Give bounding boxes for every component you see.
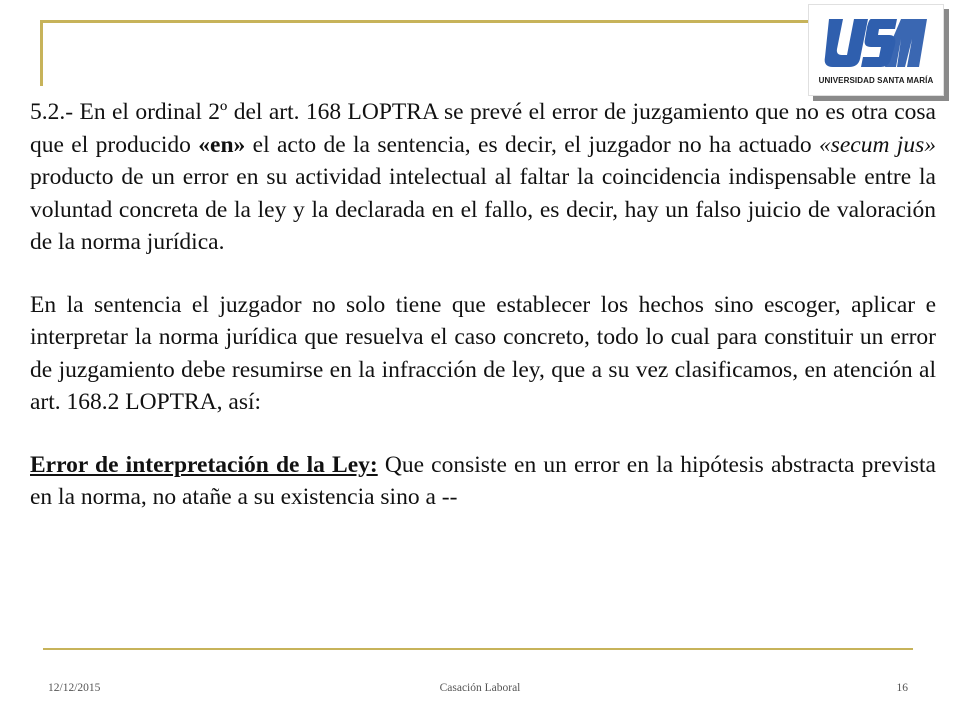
- footer-page-number: 16: [896, 682, 908, 694]
- bottom-rule: [43, 648, 913, 650]
- slide-body: [30, 96, 936, 514]
- footer-date: 12/12/2015: [48, 682, 101, 694]
- paragraph-sentencia: [30, 289, 936, 419]
- paragraph-text: En la sentencia el juzgador no solo tiene que establecer los hechos sino escoger, aplicar e interpretar la norma jurídica que resuelva el caso concreto, todo lo cual para constituir un error de juzgamiento debe resumirse en la infracción de ley, que a su vez clasificamos, en atención al art. 168.2 LOPTRA, así:: [30, 291, 936, 415]
- italic-term: «secum jus»: [818, 131, 936, 158]
- paragraph-error-interpretacion: [30, 449, 936, 514]
- bold-term: «en»: [198, 131, 246, 158]
- logo-caption: UNIVERSIDAD SANTA MARÍA: [818, 76, 934, 85]
- top-rule: [40, 20, 815, 23]
- paragraph-text: el acto de la sentencia, es decir, el juzgador no ha actuado: [245, 131, 819, 158]
- paragraph-text: producto de un error en su actividad intelectual al faltar la coincidencia indispensable entre la voluntad concreta de la ley y la declarada en el fallo, es decir, hay un falso juicio de valoración de la norma jurídica.: [30, 164, 936, 255]
- paragraph-text: 5.2.- En el ordinal 2º del art. 168 LOPTRA se prevé el error de juzgamiento que no es otra cosa que el producido: [30, 99, 936, 158]
- left-rule: [40, 20, 43, 86]
- university-logo: [808, 4, 944, 96]
- paragraph-text: Que consiste en un error en la hipótesis abstracta prevista en la norma, no atañe a su existencia sino a --: [30, 451, 936, 510]
- footer-title: Casación Laboral: [439, 682, 521, 694]
- usm-logo-icon: [823, 11, 929, 73]
- paragraph-error-juzgamiento: [30, 96, 936, 259]
- section-heading: Error de interpretación de la Ley:: [30, 451, 378, 478]
